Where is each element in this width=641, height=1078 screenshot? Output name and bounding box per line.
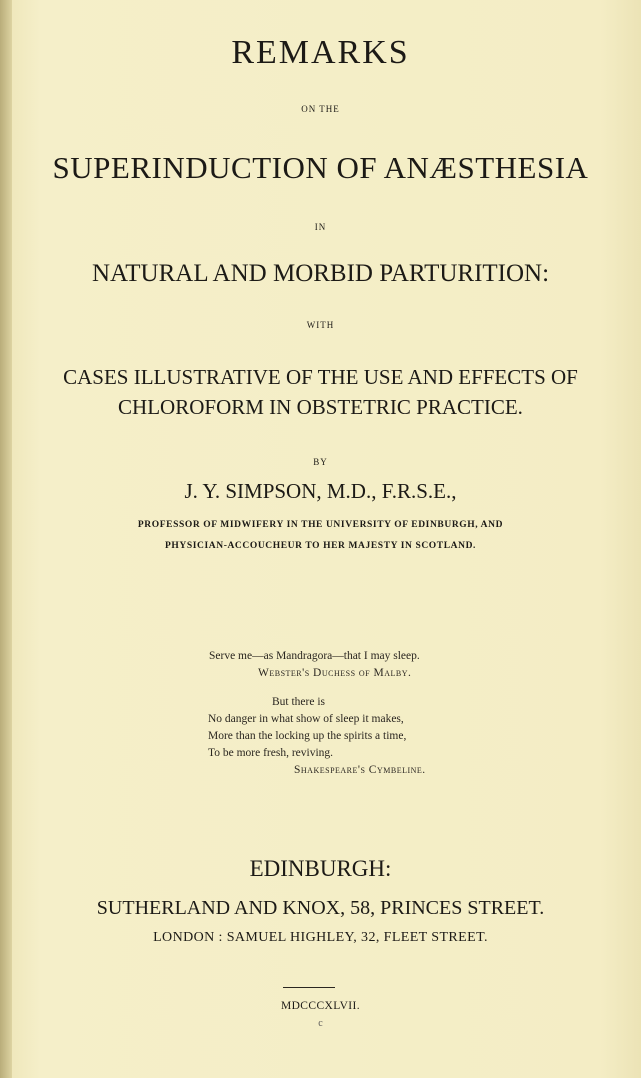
epigraph-source-1: Webster's Duchess of Malby. xyxy=(258,667,412,679)
by-text: BY xyxy=(313,457,328,467)
title-line-3: CASES ILLUSTRATIVE OF THE USE AND EFFECTS OF xyxy=(63,365,578,389)
epigraph-quote-2-line-4: To be more fresh, reviving. xyxy=(208,747,334,759)
main-title: REMARKS xyxy=(231,34,410,71)
epigraph-source-2: Shakespeare's Cymbeline. xyxy=(294,764,426,776)
epigraph-quote-2-line-1: But there is xyxy=(272,696,326,708)
epigraph-quote-2-line-2: No danger in what show of sleep it makes, xyxy=(208,713,404,725)
author-profession-2: PHYSICIAN-ACCOUCHEUR TO HER MAJESTY IN SCOTLAND. xyxy=(164,541,477,551)
author-name: J. Y. SIMPSON, M.D., F.R.S.E., xyxy=(184,479,457,503)
title-line-4: CHLOROFORM IN OBSTETRIC PRACTICE. xyxy=(118,395,523,419)
title-line-2: NATURAL AND MORBID PARTURITION: xyxy=(91,260,550,287)
imprint-london: LONDON : SAMUEL HIGHLEY, 32, FLEET STREET. xyxy=(153,930,488,945)
imprint-publisher: SUTHERLAND AND KNOX, 58, PRINCES STREET. xyxy=(96,897,545,919)
on-the-text: ON THE xyxy=(301,104,340,114)
in-text: IN xyxy=(314,222,327,232)
epigraph-quote-2-line-3: More than the locking up the spirits a time, xyxy=(208,730,407,742)
imprint-date: MDCCCXLVII. xyxy=(280,1000,361,1012)
signature-mark: c xyxy=(318,1018,323,1029)
epigraph-quote-1: Serve me—as Mandragora—that I may sleep. xyxy=(209,650,420,662)
with-text: WITH xyxy=(306,320,335,330)
title-line-1: SUPERINDUCTION OF ANÆSTHESIA xyxy=(52,150,589,185)
author-profession-1: PROFESSOR OF MIDWIFERY IN THE UNIVERSITY OF EDINBURGH, AND xyxy=(137,520,504,530)
divider-rule xyxy=(283,987,335,988)
imprint-city: EDINBURGH: xyxy=(249,856,392,881)
